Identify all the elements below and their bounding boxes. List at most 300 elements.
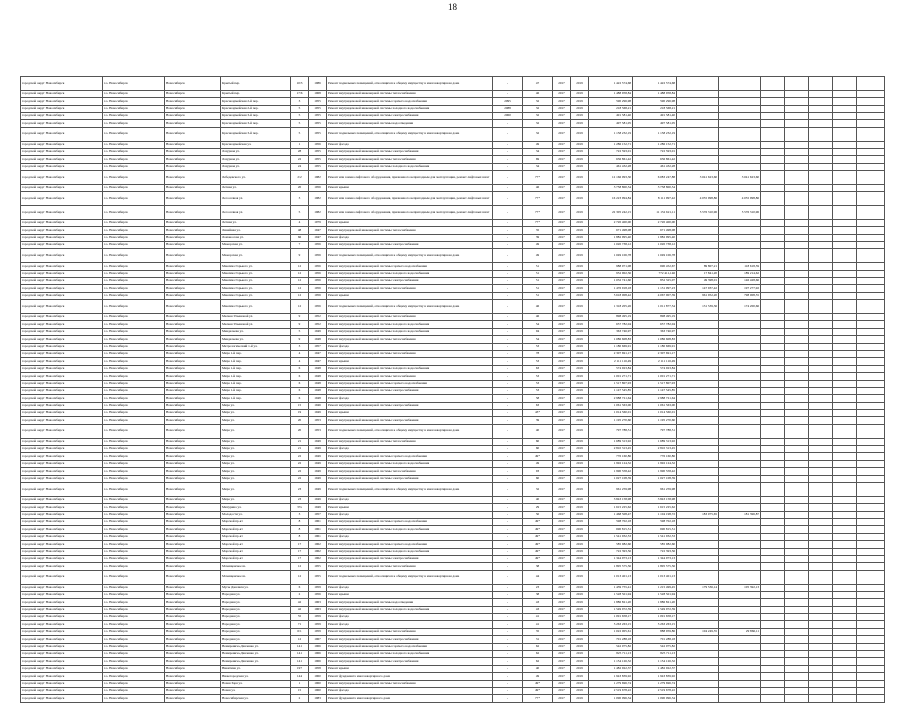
cell-a: - <box>493 665 523 672</box>
cell-empty <box>785 343 809 350</box>
cell-b: 51 <box>523 278 553 285</box>
cell-cost: 1 279 696,74 <box>589 680 633 687</box>
cell-fund: 1 131 097,23 <box>633 285 677 292</box>
cell-empty <box>857 263 885 270</box>
cell-x2 <box>719 599 761 606</box>
cell-empty <box>833 504 857 511</box>
cell-locality: г.о. Новосибирск <box>103 483 165 497</box>
cell-end: 2019 <box>571 98 589 105</box>
cell-a: - <box>493 148 523 155</box>
cell-empty <box>833 680 857 687</box>
cell-empty <box>857 533 885 540</box>
cell-x2 <box>719 591 761 598</box>
cell-end: 2019 <box>571 343 589 350</box>
cell-house: 4 <box>291 350 309 357</box>
cell-city: Новосибирск <box>165 483 221 497</box>
cell-empty <box>809 643 833 650</box>
cell-x2 <box>719 328 761 335</box>
cell-cost: 1 482 922,37 <box>589 665 633 672</box>
cell-empty <box>857 227 885 234</box>
cell-empty <box>761 278 785 285</box>
cell-empty <box>761 358 785 365</box>
cell-a: - <box>493 206 523 220</box>
cell-end: 2019 <box>571 687 589 694</box>
cell-end: 2019 <box>571 242 589 249</box>
cell-city: Новосибирск <box>165 563 221 570</box>
cell-district: городской округ Новосибирск <box>21 300 103 314</box>
cell-year: 1959 <box>309 614 327 621</box>
cell-street: Менделеева ул. <box>221 336 291 343</box>
cell-year: 1956 <box>309 292 327 299</box>
cell-district: городской округ Новосибирск <box>21 468 103 475</box>
cell-empty <box>809 321 833 328</box>
cell-fund: 5 263 263,15 <box>633 621 677 628</box>
cell-city: Новосибирск <box>165 665 221 672</box>
cell-city: Новосибирск <box>165 541 221 548</box>
cell-end: 2019 <box>571 518 589 525</box>
cell-fund: 2 988 721,64 <box>633 395 677 402</box>
cell-work: Ремонт фасада <box>327 496 493 503</box>
cell-x1 <box>677 410 719 417</box>
cell-x2 <box>719 651 761 658</box>
cell-district: городской округ Новосибирск <box>21 424 103 438</box>
cell-a: - <box>493 387 523 394</box>
cell-b: 49* <box>523 533 553 540</box>
cell-empty <box>833 227 857 234</box>
cell-fund: 1 482 922,37 <box>633 665 677 672</box>
cell-house: 17 <box>291 541 309 548</box>
cell-fund: 8 111 997,42 <box>633 192 677 206</box>
cell-end: 2019 <box>571 321 589 328</box>
table-row <box>21 105 885 112</box>
cell-district: городской округ Новосибирск <box>21 156 103 163</box>
cell-empty <box>785 636 809 643</box>
cell-cost: 1 147 545,85 <box>589 387 633 394</box>
cell-city: Новосибирск <box>165 192 221 206</box>
cell-work: Ремонт фасада <box>327 395 493 402</box>
cell-b: 51 <box>523 263 553 270</box>
cell-empty <box>809 658 833 665</box>
cell-fund: 1 027 108,39 <box>633 475 677 482</box>
cell-end: 2019 <box>571 105 589 112</box>
cell-year: 1949 <box>309 410 327 417</box>
cell-b: 53 <box>523 387 553 394</box>
cell-house: 19 <box>291 410 309 417</box>
cell-locality: г.о. Новосибирск <box>103 614 165 621</box>
cell-district: городской округ Новосибирск <box>21 496 103 503</box>
cell-a: - <box>493 483 523 497</box>
cell-cost: 598 702,18 <box>589 518 633 525</box>
cell-a: - <box>493 518 523 525</box>
cell-house: 12 <box>291 292 309 299</box>
cell-x1 <box>677 112 719 119</box>
cell-end: 2019 <box>571 636 589 643</box>
cell-city: Новосибирск <box>165 206 221 220</box>
cell-cost: 797 788,51 <box>589 424 633 438</box>
cell-fund: 1 528 501,94 <box>633 591 677 598</box>
cell-district: городской округ Новосибирск <box>21 584 103 591</box>
cell-a: - <box>493 156 523 163</box>
table-row <box>21 526 885 533</box>
cell-start: 2017 <box>553 643 571 650</box>
cell-x2 <box>719 127 761 141</box>
cell-empty <box>809 438 833 445</box>
cell-x2 <box>719 606 761 613</box>
cell-x2 <box>719 526 761 533</box>
cell-empty <box>785 285 809 292</box>
cell-start: 2017 <box>553 300 571 314</box>
cell-x2 <box>719 314 761 321</box>
cell-a: 2095 <box>493 98 523 105</box>
cell-empty <box>761 680 785 687</box>
cell-x2 <box>719 504 761 511</box>
cell-year: 1949 <box>309 475 327 482</box>
cell-district: городской округ Новосибирск <box>21 350 103 357</box>
cell-house: 1 <box>291 141 309 148</box>
cell-end: 2019 <box>571 171 589 185</box>
cell-city: Новосибирск <box>165 127 221 141</box>
cell-locality: г.о. Новосибирск <box>103 410 165 417</box>
cell-end: 2019 <box>571 504 589 511</box>
cell-locality: г.о. Новосибирск <box>103 584 165 591</box>
cell-x1: 89 807,21 <box>677 263 719 270</box>
cell-a: - <box>493 424 523 438</box>
cell-district: городской округ Новосибирск <box>21 438 103 445</box>
cell-street: Новосибирская ул. <box>221 695 291 702</box>
cell-house: 48 <box>291 227 309 234</box>
cell-start: 2017 <box>553 343 571 350</box>
cell-locality: г.о. Новосибирск <box>103 687 165 694</box>
cell-empty <box>761 658 785 665</box>
cell-empty <box>809 163 833 170</box>
cell-empty <box>809 234 833 241</box>
cell-district: городской округ Новосибирск <box>21 358 103 365</box>
cell-cost: 1 061 563,00 <box>589 402 633 409</box>
cell-work: Ремонт внутридомовой инженерной системы теплоснабжения <box>327 285 493 292</box>
cell-cost: 1 528 501,94 <box>589 591 633 598</box>
cell-empty <box>785 336 809 343</box>
table-row <box>21 606 885 613</box>
table-row <box>21 446 885 453</box>
cell-empty <box>833 300 857 314</box>
cell-city: Новосибирск <box>165 614 221 621</box>
table-row <box>21 141 885 148</box>
cell-year: 1982 <box>309 171 327 185</box>
cell-empty <box>785 184 809 191</box>
cell-year: 1956 <box>309 184 327 191</box>
cell-end: 2019 <box>571 249 589 263</box>
cell-empty <box>857 424 885 438</box>
cell-empty <box>833 171 857 185</box>
cell-empty <box>833 98 857 105</box>
cell-city: Новосибирск <box>165 242 221 249</box>
cell-empty <box>785 563 809 570</box>
cell-work: Ремонт внутридомовой инженерной системы горячего водоснабжения <box>327 263 493 270</box>
cell-year: 1949 <box>309 460 327 467</box>
cell-empty <box>833 350 857 357</box>
cell-cost: 585 982,60 <box>589 541 633 548</box>
cell-house: 12 <box>291 570 309 584</box>
cell-x1 <box>677 314 719 321</box>
cell-start: 2017 <box>553 424 571 438</box>
cell-start: 2017 <box>553 518 571 525</box>
cell-street: Мира ул. <box>221 460 291 467</box>
cell-x2 <box>719 350 761 357</box>
cell-end: 2019 <box>571 475 589 482</box>
cell-a: - <box>493 417 523 424</box>
cell-street: Максима Горького ул. <box>221 292 291 299</box>
cell-empty <box>785 278 809 285</box>
cell-district: городской округ Новосибирск <box>21 163 103 170</box>
cell-empty <box>833 438 857 445</box>
cell-work: Ремонт внутридомовой инженерной системы горячего водоснабжения <box>327 518 493 525</box>
cell-empty <box>857 570 885 584</box>
cell-locality: г.о. Новосибирск <box>103 270 165 277</box>
cell-city: Новосибирск <box>165 651 221 658</box>
cell-end: 2019 <box>571 402 589 409</box>
cell-empty <box>761 460 785 467</box>
cell-empty <box>761 380 785 387</box>
cell-house: 23 <box>291 483 309 497</box>
cell-start: 2017 <box>553 192 571 206</box>
table-row <box>21 120 885 127</box>
cell-empty <box>761 453 785 460</box>
cell-cost: 497 581,05 <box>589 120 633 127</box>
cell-empty <box>833 614 857 621</box>
cell-work: Ремонт фасада <box>327 446 493 453</box>
cell-empty <box>761 599 785 606</box>
cell-house: 5 <box>291 112 309 119</box>
cell-empty <box>833 77 857 91</box>
cell-empty <box>857 387 885 394</box>
cell-street: Морской пр-кт <box>221 526 291 533</box>
cell-city: Новосибирск <box>165 163 221 170</box>
cell-city: Новосибирск <box>165 496 221 503</box>
table-row <box>21 680 885 687</box>
cell-year: 1956 <box>309 270 327 277</box>
cell-locality: г.о. Новосибирск <box>103 358 165 365</box>
cell-empty <box>833 673 857 680</box>
cell-empty <box>857 584 885 591</box>
cell-empty <box>809 410 833 417</box>
cell-empty <box>761 395 785 402</box>
cell-year: 1947 <box>309 234 327 241</box>
cell-end: 2019 <box>571 665 589 672</box>
cell-b: 35 <box>523 628 553 635</box>
cell-empty <box>857 417 885 424</box>
cell-empty <box>785 77 809 91</box>
table-row <box>21 358 885 365</box>
cell-city: Новосибирск <box>165 584 221 591</box>
cell-x2 <box>719 643 761 650</box>
cell-street: Мелкая Ульяновой ул. <box>221 314 291 321</box>
cell-x2 <box>719 343 761 350</box>
cell-empty <box>785 533 809 540</box>
cell-start: 2017 <box>553 680 571 687</box>
cell-empty <box>785 658 809 665</box>
table-row <box>21 90 885 97</box>
cell-locality: г.о. Новосибирск <box>103 365 165 372</box>
cell-empty <box>833 453 857 460</box>
cell-district: городской округ Новосибирск <box>21 651 103 658</box>
cell-end: 2019 <box>571 77 589 91</box>
cell-empty <box>833 636 857 643</box>
cell-empty <box>857 410 885 417</box>
cell-a: - <box>493 373 523 380</box>
cell-end: 2019 <box>571 148 589 155</box>
cell-x1 <box>677 563 719 570</box>
cell-x1 <box>677 98 719 105</box>
cell-empty <box>809 219 833 226</box>
cell-empty <box>833 541 857 548</box>
cell-x1 <box>677 496 719 503</box>
cell-start: 2017 <box>553 314 571 321</box>
table-row <box>21 665 885 672</box>
cell-district: городской округ Новосибирск <box>21 475 103 482</box>
cell-city: Новосибирск <box>165 570 221 584</box>
cell-x2 <box>719 402 761 409</box>
cell-cost: 1 086 608,83 <box>589 336 633 343</box>
cell-x2 <box>719 148 761 155</box>
cell-x1 <box>677 475 719 482</box>
cell-cost: 961 259,98 <box>589 483 633 497</box>
cell-end: 2019 <box>571 120 589 127</box>
cell-fund: 6 083 247,88 <box>633 171 677 185</box>
cell-empty <box>761 387 785 394</box>
cell-house: 17 <box>291 548 309 555</box>
cell-empty <box>857 105 885 112</box>
cell-work: Ремонт внутридомовой инженерной системы холодного водоснабжения <box>327 526 493 533</box>
cell-end: 2019 <box>571 541 589 548</box>
table-row <box>21 591 885 598</box>
cell-empty <box>857 278 885 285</box>
cell-empty <box>785 643 809 650</box>
cell-x1 <box>677 687 719 694</box>
cell-city: Новосибирск <box>165 112 221 119</box>
cell-cost: 701 288,18 <box>589 636 633 643</box>
cell-district: городской округ Новосибирск <box>21 599 103 606</box>
cell-empty <box>857 665 885 672</box>
cell-work: Ремонт внутридомовой инженерной системы холодного водоснабжения <box>327 651 493 658</box>
cell-house: 12 <box>291 285 309 292</box>
cell-locality: г.о. Новосибирск <box>103 234 165 241</box>
cell-cost: 363 746,97 <box>589 328 633 335</box>
cell-empty <box>833 563 857 570</box>
cell-cost: 952 902,36 <box>589 270 633 277</box>
cell-empty <box>809 336 833 343</box>
cell-city: Новосибирск <box>165 680 221 687</box>
cell-work: Ремонт или замена лифтового оборудования, признанного непригодным для эксплуатации, ремонт лифтовых шахт <box>327 171 493 185</box>
cell-empty <box>785 98 809 105</box>
cell-x1 <box>677 541 719 548</box>
table-row <box>21 483 885 497</box>
cell-start: 2017 <box>553 496 571 503</box>
cell-district: городской округ Новосибирск <box>21 77 103 91</box>
cell-empty <box>833 555 857 562</box>
cell-a: - <box>493 336 523 343</box>
cell-empty <box>833 651 857 658</box>
cell-end: 2019 <box>571 651 589 658</box>
table-row <box>21 192 885 206</box>
cell-empty <box>785 673 809 680</box>
cell-empty <box>857 77 885 91</box>
cell-x2 <box>719 460 761 467</box>
cell-city: Новосибирск <box>165 621 221 628</box>
table-row <box>21 263 885 270</box>
cell-street: Мира ул. <box>221 483 291 497</box>
cell-end: 2019 <box>571 227 589 234</box>
cell-empty <box>833 687 857 694</box>
cell-empty <box>809 695 833 702</box>
cell-empty <box>833 120 857 127</box>
cell-house: 42 <box>291 599 309 606</box>
cell-locality: г.о. Новосибирск <box>103 90 165 97</box>
cell-b: 53 <box>523 343 553 350</box>
cell-empty <box>785 395 809 402</box>
cell-work: Ремонт внутридомовой инженерной системы холодного водоснабжения <box>327 328 493 335</box>
cell-b: 49* <box>523 518 553 525</box>
cell-locality: г.о. Новосибирск <box>103 665 165 672</box>
cell-fund: 852 325,07 <box>633 278 677 285</box>
table-row <box>21 98 885 105</box>
cell-work: Ремонт внутридомовой инженерной системы теплоснабжения <box>327 468 493 475</box>
cell-empty <box>809 475 833 482</box>
cell-x2 <box>719 365 761 372</box>
cell-fund: 1 158 232,19 <box>633 127 677 141</box>
cell-fund: 1 091 658,17 <box>633 614 677 621</box>
cell-empty <box>833 365 857 372</box>
cell-house: 5 <box>291 120 309 127</box>
cell-empty <box>761 643 785 650</box>
cell-city: Новосибирск <box>165 410 221 417</box>
cell-locality: г.о. Новосибирск <box>103 533 165 540</box>
cell-a: - <box>493 314 523 321</box>
cell-x2 <box>719 98 761 105</box>
cell-street: Лебедевского ул. <box>221 171 291 185</box>
cell-empty <box>809 651 833 658</box>
cell-district: городской округ Новосибирск <box>21 127 103 141</box>
cell-x1 <box>677 658 719 665</box>
cell-locality: г.о. Новосибирск <box>103 424 165 438</box>
cell-district: городской округ Новосибирск <box>21 563 103 570</box>
cell-empty <box>809 270 833 277</box>
cell-a: - <box>493 184 523 191</box>
cell-house: 12 <box>291 563 309 570</box>
cell-work: Ремонт подвальных помещений, относящихся к общему имуществу в многоквартирном доме <box>327 570 493 584</box>
cell-x1 <box>677 234 719 241</box>
cell-locality: г.о. Новосибирск <box>103 606 165 613</box>
cell-empty <box>809 365 833 372</box>
cell-empty <box>857 219 885 226</box>
cell-a: - <box>493 533 523 540</box>
cell-locality: г.о. Новосибирск <box>103 380 165 387</box>
cell-work: Ремонт крыши <box>327 591 493 598</box>
cell-work: Ремонт фасада <box>327 584 493 591</box>
cell-fund: 825 711,13 <box>633 651 677 658</box>
cell-x2 <box>719 468 761 475</box>
cell-cost: 1 027 108,39 <box>589 475 633 482</box>
cell-empty <box>857 643 885 650</box>
cell-b: 63 <box>523 365 553 372</box>
cell-empty <box>833 219 857 226</box>
cell-a: - <box>493 651 523 658</box>
cell-year: 1955 <box>309 120 327 127</box>
cell-fund: 671 498,08 <box>633 227 677 234</box>
cell-street: Мажорская ул. <box>221 242 291 249</box>
cell-street: Народная ул. <box>221 599 291 606</box>
table-row <box>21 219 885 226</box>
cell-empty <box>761 570 785 584</box>
